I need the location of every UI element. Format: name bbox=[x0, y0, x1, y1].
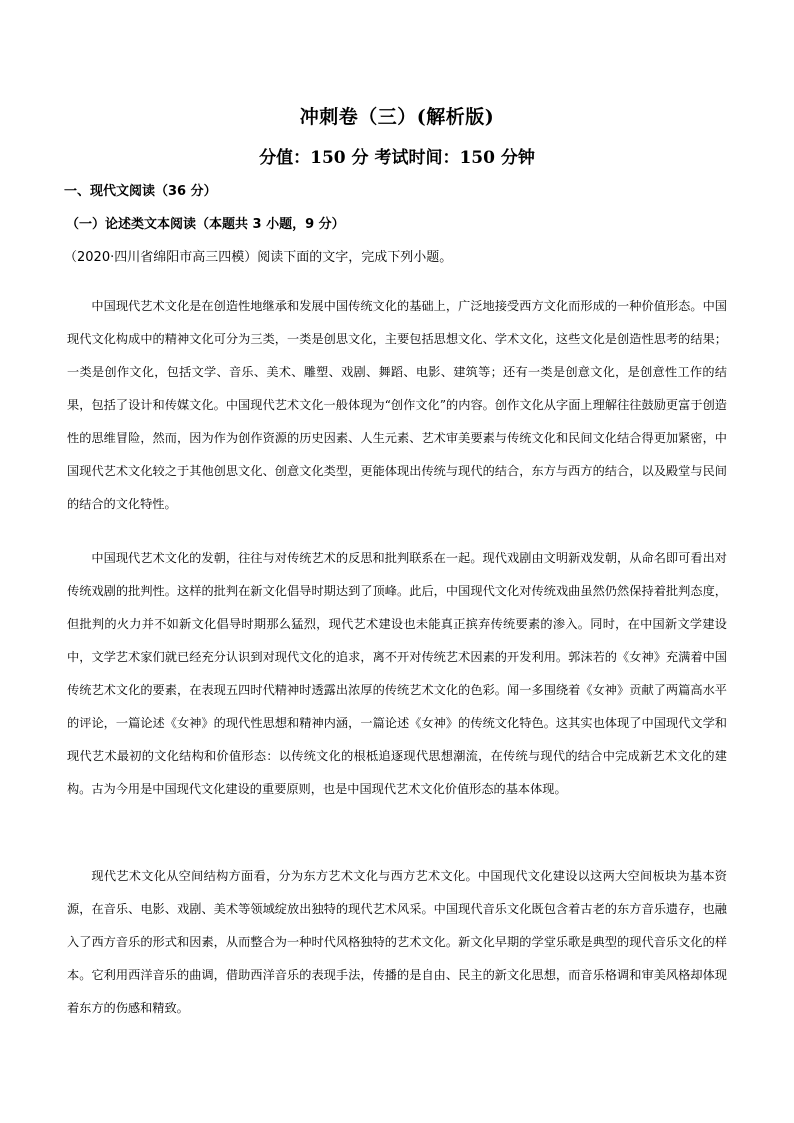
exam-info-subtitle: 分值：150 分 考试时间：150 分钟 bbox=[259, 148, 535, 168]
section-heading: 一、现代文阅读（36 分） bbox=[64, 184, 217, 199]
subsection-heading: （一）论述类文本阅读（本题共 3 小题，9 分） bbox=[66, 217, 345, 232]
passage-paragraph-2: 中国现代艺术文化的发朝，往往与对传统艺术的反思和批判联系在一起。现代戏剧由文明新戏发朝，从命名即可看出对传统戏剧的批判性。这样的批判在新文化倡导时期达到了顶峰。此后，中国现代文化对传统戏曲虽然仍然保持着批判态度，但批判的火力并不如新文化倡导时期那么猛烈，现代艺术建设也未能真正摈弃传统要素的渗入。同时，在中国新文学建设中，文学艺术家们就已经充分认识到对现代文化的追求，离不开对传统艺术因素的开发利用。郭沫若的《女神》充满着中国传统艺术文化的要素，在表现五四时代精神时透露出浓厚的传统艺术文化的色彩。闻一多围绕着《女神》贡献了两篇高水平的评论，一篇论述《女神》的现代性思想和精神内涵，一篇论述《女神》的传统文化特色。这其实也体现了中国现代文学和现代艺术最初的文化结构和价值形态：以传统文化的根柢追逐现代思想潮流，在传统与现代的结合中完成新艺术文化的建构。古为今用是中国现代文化建设的重要原则，也是中国现代艺术文化价值形态的基本体现。 bbox=[67, 551, 727, 797]
passage-paragraph-1: 中国现代艺术文化是在创造性地继承和发展中国传统文化的基础上，广泛地接受西方文化而形成的一种价值形态。中国现代文化构成中的精神文化可分为三类，一类是创思文化，主要包括思想文化、学术文化，这些文化是创造性思考的结果；一类是创作文化，包括文学、音乐、美术、雕塑、戏剧、舞蹈、电影、建筑等；还有一类是创意文化，是创意性工作的结果，包括了设计和传媒文化。中国现代艺术文化一般体现为“创作文化”的内容。创作文化从字面上理解往往鼓励更富于创造性的思维冒险，然而，因为作为创作资源的历史因素、人生元素、艺术审美要素与传统文化和民间文化结合得更加紧密，中国现代艺术文化较之于其他创思文化、创意文化类型，更能体现出传统与现代的结合，东方与西方的结合，以及殿堂与民间的结合的文化特性。 bbox=[67, 299, 727, 512]
source-instruction: （2020·四川省绵阳市高三四模）阅读下面的文字，完成下列小题。 bbox=[64, 250, 453, 265]
passage-paragraph-3: 现代艺术文化从空间结构方面看，分为东方艺术文化与西方艺术文化。中国现代文化建设以这两大空间板块为基本资源，在音乐、电影、戏剧、美术等领域绽放出独特的现代艺术风采。中国现代音乐文化既包含着古老的东方音乐遗存，也融入了西方音乐的形式和因素，从而整合为一种时代风格独特的艺术文化。新文化早期的学堂乐歌是典型的现代音乐文化的样本。它利用西洋音乐的曲调，借助西洋音乐的表现手法，传播的是自由、民主的新文化思想，而音乐格调和审美风格却体现着东方的伤感和精致。 bbox=[67, 869, 727, 1016]
page-title: 冲刺卷（三）(解析版) bbox=[299, 106, 495, 128]
